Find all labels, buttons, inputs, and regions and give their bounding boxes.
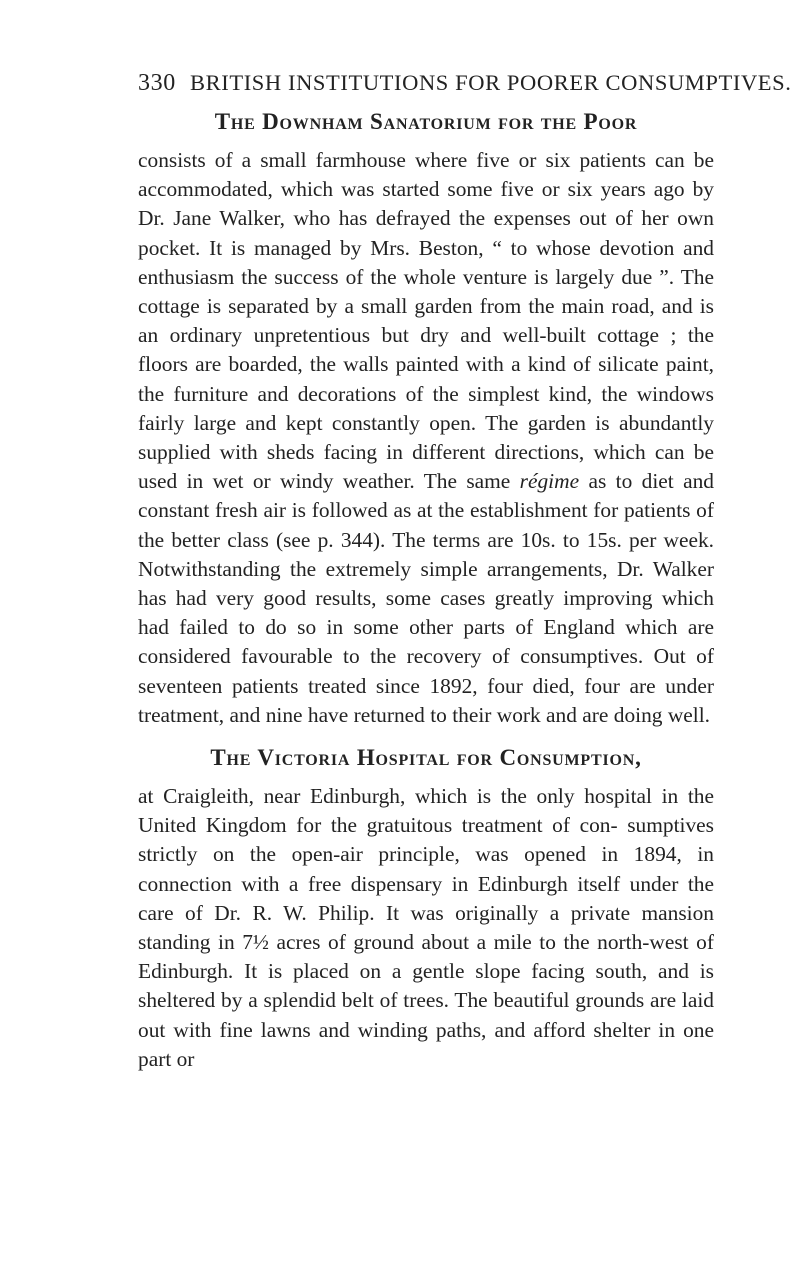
paragraph-victoria: at Craigleith, near Edinburgh, which is the only hospital in the United Kingdom for the gratuitous treatment of con- sumptives strictly on the open-air principle, was opened in 1894, in connection with a free dispensary in Edinburgh itself under the care of Dr. R. W. Philip. It was originally a private mansion standing in 7½ acres of ground about a mile to the north-west of Edinburgh. It is placed on a gentle slope facing south, and is sheltered by a splendid belt of trees. The beautiful grounds are laid out with fine lawns and winding paths, and afford shelter in one part or [138,784,714,1071]
italic-word-regime: régime [519,469,580,494]
running-header [138,68,792,98]
section-heading-downham: The Downham Sanatorium for the Poor [214,109,638,134]
text-column [138,104,714,1074]
paragraph-downham-part-2: as to diet and constant fresh air is followed as at the establishment for patients of the better class (see p. 344). The terms are 10s. to 15s. per week. Notwithstanding the extremely simple arrangements, Dr. Walker has had very good results, some cases greatly improving which had failed to do so in some other parts of England which are considered favourable to the recovery of consumptives. Out of seventeen patients treated since 1892, four died, four are under treatment, and nine have returned to their work and are doing well. [138,469,714,727]
running-title: BRITISH INSTITUTIONS FOR POORER CONSUMPTIVES. [190,70,792,95]
section-heading-victoria: The Victoria Hospital for Consumption, [210,745,642,771]
paragraph-downham [138,146,714,730]
paragraph-downham-part-1: consists of a small farmhouse where five or six patients can be accommodated, which was started some five or six years ago by Dr. Jane Walker, who has defrayed the expenses out of her own pocket. It is managed by Mrs. Beston, “ to whose devotion and enthusiasm the success of the whole venture is largely due ”. The cottage is separated by a small garden from the main road, and is an ordinary unpretentious but dry and well-built cottage ; the floors are boarded, the walls painted with a kind of silicate paint, the furniture and decorations of the simplest kind, the windows fairly large and kept constantly open. The garden is abundantly supplied with sheds facing in different directions, which can be used in wet or windy weather. The same [138,148,714,494]
page-number: 330 [138,70,176,96]
